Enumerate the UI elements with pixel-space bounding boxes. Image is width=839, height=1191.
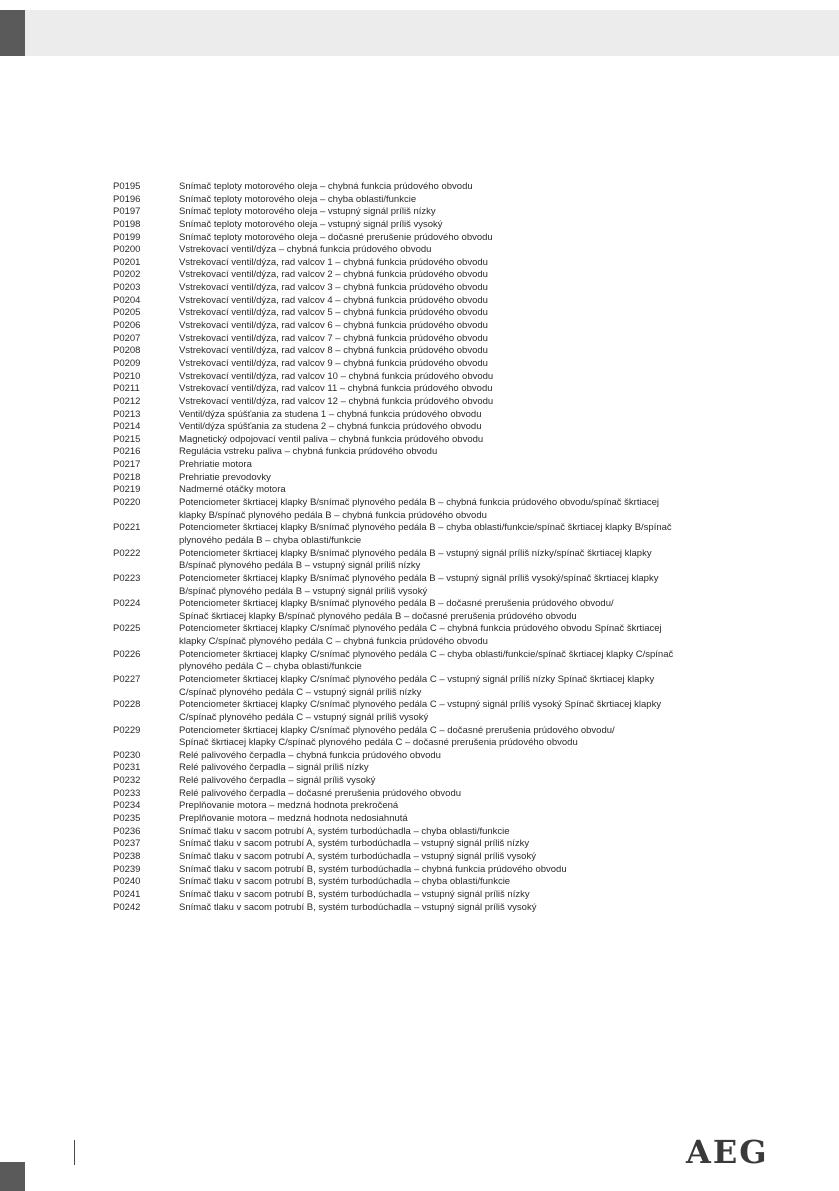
code-row <box>113 320 753 333</box>
code-row <box>113 623 753 648</box>
description-line: klapky C/spínač plynového pedála C – chybná funkcia prúdového obvodu <box>179 636 488 648</box>
description-line: B/spínač plynového pedála B – vstupný signál príliš nízky <box>179 560 421 572</box>
description-line: Snímač teploty motorového oleja – vstupný signál príliš nízky <box>179 206 436 218</box>
error-code: P0239 <box>113 863 141 875</box>
description-line: plynového pedála B – chyba oblasti/funkcie <box>179 534 362 546</box>
description-line: Vstrekovací ventil/dýza, rad valcov 1 – chybná funkcia prúdového obvodu <box>179 256 488 268</box>
error-description <box>179 573 753 598</box>
error-description <box>179 699 753 724</box>
description-line: Preplňovanie motora – medzná hodnota prekročená <box>179 800 399 812</box>
code-row <box>113 750 753 763</box>
error-description <box>179 320 753 333</box>
description-line: Vstrekovací ventil/dýza, rad valcov 11 – chybná funkcia prúdového obvodu <box>179 383 493 395</box>
description-line: Potenciometer škrtiacej klapky C/snímač plynového pedála C – vstupný signál príliš vysoký Spínač škrtiacej klapky <box>179 699 662 711</box>
description-line: Snímač tlaku v sacom potrubí B, systém turbodúchadla – vstupný signál príliš nízky <box>179 888 530 900</box>
error-description <box>179 623 753 648</box>
code-row <box>113 232 753 245</box>
error-description <box>179 813 753 826</box>
error-code: P0210 <box>113 370 141 382</box>
error-code: P0201 <box>113 256 141 268</box>
code-row <box>113 194 753 207</box>
error-code: P0240 <box>113 876 141 888</box>
error-description <box>179 902 753 915</box>
error-code-list <box>113 181 753 914</box>
code-row <box>113 813 753 826</box>
error-code: P0225 <box>113 623 141 635</box>
error-description <box>179 434 753 447</box>
error-description <box>179 244 753 257</box>
code-row <box>113 598 753 623</box>
description-line: Potenciometer škrtiacej klapky C/snímač plynového pedála C – dočasné prerušenia prúdového obvodu/ <box>179 724 615 736</box>
error-description <box>179 484 753 497</box>
description-line: Snímač tlaku v sacom potrubí A, systém turbodúchadla – chyba oblasti/funkcie <box>179 825 510 837</box>
error-description <box>179 282 753 295</box>
description-line: Snímač tlaku v sacom potrubí A, systém turbodúchadla – vstupný signál príliš nízky <box>179 838 530 850</box>
error-description <box>179 194 753 207</box>
error-description <box>179 762 753 775</box>
code-row <box>113 269 753 282</box>
error-code: P0199 <box>113 231 141 243</box>
description-line: Ventil/dýza spúšťania za studena 2 – chybná funkcia prúdového obvodu <box>179 421 482 433</box>
description-line: Relé palivového čerpadla – signál príliš vysoký <box>179 775 376 787</box>
error-code: P0227 <box>113 673 141 685</box>
description-line: Vstrekovací ventil/dýza, rad valcov 6 – chybná funkcia prúdového obvodu <box>179 320 488 332</box>
code-row <box>113 446 753 459</box>
code-row <box>113 244 753 257</box>
description-line: Relé palivového čerpadla – signál príliš nízky <box>179 762 369 774</box>
description-line: Vstrekovací ventil/dýza, rad valcov 12 – chybná funkcia prúdového obvodu <box>179 395 494 407</box>
code-row <box>113 902 753 915</box>
error-code: P0222 <box>113 547 141 559</box>
error-code: P0235 <box>113 813 141 825</box>
error-code: P0234 <box>113 800 141 812</box>
error-code: P0207 <box>113 332 141 344</box>
error-code: P0198 <box>113 218 141 230</box>
description-line: Vstrekovací ventil/dýza – chybná funkcia prúdového obvodu <box>179 244 432 256</box>
error-description <box>179 649 753 674</box>
code-row <box>113 800 753 813</box>
description-line: Spínač škrtiacej klapky C/spínač plynového pedála C – dočasné prerušenia prúdového obvodu <box>179 737 578 749</box>
error-description <box>179 522 753 547</box>
error-code: P0223 <box>113 572 141 584</box>
error-code: P0232 <box>113 775 141 787</box>
description-line: Potenciometer škrtiacej klapky B/snímač plynového pedála B – chyba oblasti/funkcie/spínač škrtiacej klapky B/spínač <box>179 522 672 534</box>
code-row <box>113 472 753 485</box>
description-line: Potenciometer škrtiacej klapky B/snímač plynového pedála B – dočasné prerušenia prúdového obvodu/ <box>179 598 614 610</box>
description-line: Relé palivového čerpadla – chybná funkcia prúdového obvodu <box>179 749 441 761</box>
description-line: Potenciometer škrtiacej klapky B/snímač plynového pedála B – chybná funkcia prúdového obvodu/spínač škrtiacej <box>179 497 660 509</box>
description-line: Prehriatie prevodovky <box>179 471 271 483</box>
description-line: Potenciometer škrtiacej klapky C/snímač plynového pedála C – chybná funkcia prúdového obvodu Spínač škrtiacej <box>179 623 662 635</box>
error-description <box>179 383 753 396</box>
error-code: P0203 <box>113 282 141 294</box>
error-description <box>179 750 753 763</box>
error-code: P0230 <box>113 749 141 761</box>
error-code: P0195 <box>113 181 141 192</box>
error-description <box>179 725 753 750</box>
error-description <box>179 472 753 485</box>
code-row <box>113 889 753 902</box>
error-code: P0237 <box>113 838 141 850</box>
error-code: P0217 <box>113 459 141 471</box>
error-code: P0206 <box>113 320 141 332</box>
code-row <box>113 522 753 547</box>
aeg-logo: AEG <box>686 1133 769 1171</box>
error-description <box>179 295 753 308</box>
description-line: Potenciometer škrtiacej klapky C/snímač plynového pedála C – chyba oblasti/funkcie/spínač škrtiacej klapky C/spínač <box>179 648 674 660</box>
error-code: P0233 <box>113 787 141 799</box>
error-code: P0204 <box>113 294 141 306</box>
error-description <box>179 598 753 623</box>
error-code: P0211 <box>113 383 140 395</box>
description-line: Snímač tlaku v sacom potrubí A, systém turbodúchadla – vstupný signál príliš vysoký <box>179 850 536 862</box>
description-line: Vstrekovací ventil/dýza, rad valcov 2 – chybná funkcia prúdového obvodu <box>179 269 488 281</box>
description-line: Nadmerné otáčky motora <box>179 484 286 496</box>
description-line: Snímač teploty motorového oleja – chybná funkcia prúdového obvodu <box>179 181 473 192</box>
code-row <box>113 864 753 877</box>
error-code: P0212 <box>113 395 141 407</box>
error-code: P0242 <box>113 901 141 913</box>
code-row <box>113 699 753 724</box>
error-description <box>179 788 753 801</box>
code-row <box>113 573 753 598</box>
error-code: P0238 <box>113 850 141 862</box>
error-description <box>179 307 753 320</box>
description-line: Snímač teploty motorového oleja – vstupný signál príliš vysoký <box>179 218 443 230</box>
error-description <box>179 876 753 889</box>
error-description <box>179 800 753 813</box>
code-row <box>113 725 753 750</box>
description-line: Snímač teploty motorového oleja – dočasné prerušenie prúdového obvodu <box>179 231 493 243</box>
error-description <box>179 358 753 371</box>
code-row <box>113 333 753 346</box>
error-description <box>179 257 753 270</box>
description-line: Relé palivového čerpadla – dočasné prerušenia prúdového obvodu <box>179 787 462 799</box>
description-line: Ventil/dýza spúšťania za studena 1 – chybná funkcia prúdového obvodu <box>179 408 482 420</box>
code-row <box>113 421 753 434</box>
error-description <box>179 371 753 384</box>
description-line: klapky B/spínač plynového pedála B – chybná funkcia prúdového obvodu <box>179 509 487 521</box>
code-row <box>113 409 753 422</box>
code-row <box>113 434 753 447</box>
error-code: P0216 <box>113 446 141 458</box>
description-line: Vstrekovací ventil/dýza, rad valcov 3 – chybná funkcia prúdového obvodu <box>179 282 488 294</box>
error-code: P0228 <box>113 699 141 711</box>
description-line: Vstrekovací ventil/dýza, rad valcov 5 – chybná funkcia prúdového obvodu <box>179 307 488 319</box>
description-line: Preplňovanie motora – medzná hodnota nedosiahnutá <box>179 813 408 825</box>
code-row <box>113 838 753 851</box>
code-row <box>113 876 753 889</box>
error-code: P0219 <box>113 484 141 496</box>
code-row <box>113 548 753 573</box>
code-row <box>113 345 753 358</box>
description-line: plynového pedála C – chyba oblasti/funkcie <box>179 661 362 673</box>
error-code: P0224 <box>113 598 141 610</box>
code-row <box>113 497 753 522</box>
description-line: Potenciometer škrtiacej klapky B/snímač plynového pedála B – vstupný signál príliš vysoký/spínač škrtiacej klapky <box>179 572 659 584</box>
error-description <box>179 548 753 573</box>
error-code: P0226 <box>113 648 141 660</box>
error-code: P0241 <box>113 888 141 900</box>
error-description <box>179 269 753 282</box>
error-code: P0229 <box>113 724 141 736</box>
description-line: Spínač škrtiacej klapky B/spínač plynového pedála B – dočasné prerušenia prúdového obvodu <box>179 610 577 622</box>
error-code: P0236 <box>113 825 141 837</box>
error-code: P0202 <box>113 269 141 281</box>
error-description <box>179 421 753 434</box>
code-row <box>113 851 753 864</box>
description-line: Vstrekovací ventil/dýza, rad valcov 9 – chybná funkcia prúdového obvodu <box>179 357 488 369</box>
description-line: Vstrekovací ventil/dýza, rad valcov 8 – chybná funkcia prúdového obvodu <box>179 345 488 357</box>
error-description <box>179 838 753 851</box>
error-description <box>179 345 753 358</box>
error-description <box>179 206 753 219</box>
error-description <box>179 826 753 839</box>
code-row <box>113 396 753 409</box>
error-description <box>179 333 753 346</box>
error-code: P0218 <box>113 471 141 483</box>
error-description <box>179 459 753 472</box>
code-row <box>113 383 753 396</box>
description-line: Snímač tlaku v sacom potrubí B, systém turbodúchadla – chyba oblasti/funkcie <box>179 876 511 888</box>
code-row <box>113 674 753 699</box>
code-row <box>113 788 753 801</box>
page-tab-top <box>0 10 25 56</box>
error-code: P0205 <box>113 307 141 319</box>
error-description <box>179 396 753 409</box>
code-row <box>113 295 753 308</box>
description-line: B/spínač plynového pedála B – vstupný signál príliš vysoký <box>179 585 428 597</box>
code-row <box>113 459 753 472</box>
error-description <box>179 497 753 522</box>
error-code: P0197 <box>113 206 141 218</box>
error-description <box>179 889 753 902</box>
error-description <box>179 446 753 459</box>
error-code: P0208 <box>113 345 141 357</box>
description-line: Vstrekovací ventil/dýza, rad valcov 4 – chybná funkcia prúdového obvodu <box>179 294 488 306</box>
description-line: C/spínač plynového pedála C – vstupný signál príliš nízky <box>179 686 422 698</box>
code-row <box>113 826 753 839</box>
description-line: Potenciometer škrtiacej klapky B/snímač plynového pedála B – vstupný signál príliš nízky/spínač škrtiacej klapky <box>179 547 652 559</box>
error-code: P0221 <box>113 522 141 534</box>
error-code: P0215 <box>113 433 141 445</box>
description-line: Potenciometer škrtiacej klapky C/snímač plynového pedála C – vstupný signál príliš nízky Spínač škrtiacej klapky <box>179 673 655 685</box>
error-description <box>179 851 753 864</box>
error-code: P0220 <box>113 497 141 509</box>
error-description <box>179 864 753 877</box>
error-code: P0231 <box>113 762 141 774</box>
code-row <box>113 307 753 320</box>
error-code: P0214 <box>113 421 141 433</box>
description-line: Vstrekovací ventil/dýza, rad valcov 10 – chybná funkcia prúdového obvodu <box>179 370 494 382</box>
header-band <box>0 10 839 56</box>
error-description <box>179 219 753 232</box>
description-line: Snímač teploty motorového oleja – chyba oblasti/funkcie <box>179 193 417 205</box>
code-row <box>113 219 753 232</box>
error-code: P0213 <box>113 408 141 420</box>
description-line: Magnetický odpojovací ventil paliva – chybná funkcia prúdového obvodu <box>179 433 484 445</box>
error-description <box>179 181 753 194</box>
code-row <box>113 762 753 775</box>
error-code: P0200 <box>113 244 141 256</box>
code-row <box>113 206 753 219</box>
description-line: C/spínač plynového pedála C – vstupný signál príliš vysoký <box>179 711 429 723</box>
error-description <box>179 409 753 422</box>
code-row <box>113 649 753 674</box>
error-description <box>179 674 753 699</box>
code-row <box>113 775 753 788</box>
code-row <box>113 358 753 371</box>
description-line: Regulácia vstreku paliva – chybná funkcia prúdového obvodu <box>179 446 438 458</box>
code-row <box>113 484 753 497</box>
code-row <box>113 257 753 270</box>
code-row <box>113 181 753 194</box>
description-line: Snímač tlaku v sacom potrubí B, systém turbodúchadla – chybná funkcia prúdového obvodu <box>179 863 567 875</box>
description-line: Prehriatie motora <box>179 459 252 471</box>
error-description <box>179 232 753 245</box>
description-line: Snímač tlaku v sacom potrubí B, systém turbodúchadla – vstupný signál príliš vysoký <box>179 901 537 913</box>
error-description <box>179 775 753 788</box>
code-row <box>113 371 753 384</box>
error-code: P0196 <box>113 193 141 205</box>
footer-divider <box>74 1140 75 1165</box>
code-row <box>113 282 753 295</box>
description-line: Vstrekovací ventil/dýza, rad valcov 7 – chybná funkcia prúdového obvodu <box>179 332 488 344</box>
error-code: P0209 <box>113 357 141 369</box>
page-tab-bottom <box>0 1162 25 1191</box>
